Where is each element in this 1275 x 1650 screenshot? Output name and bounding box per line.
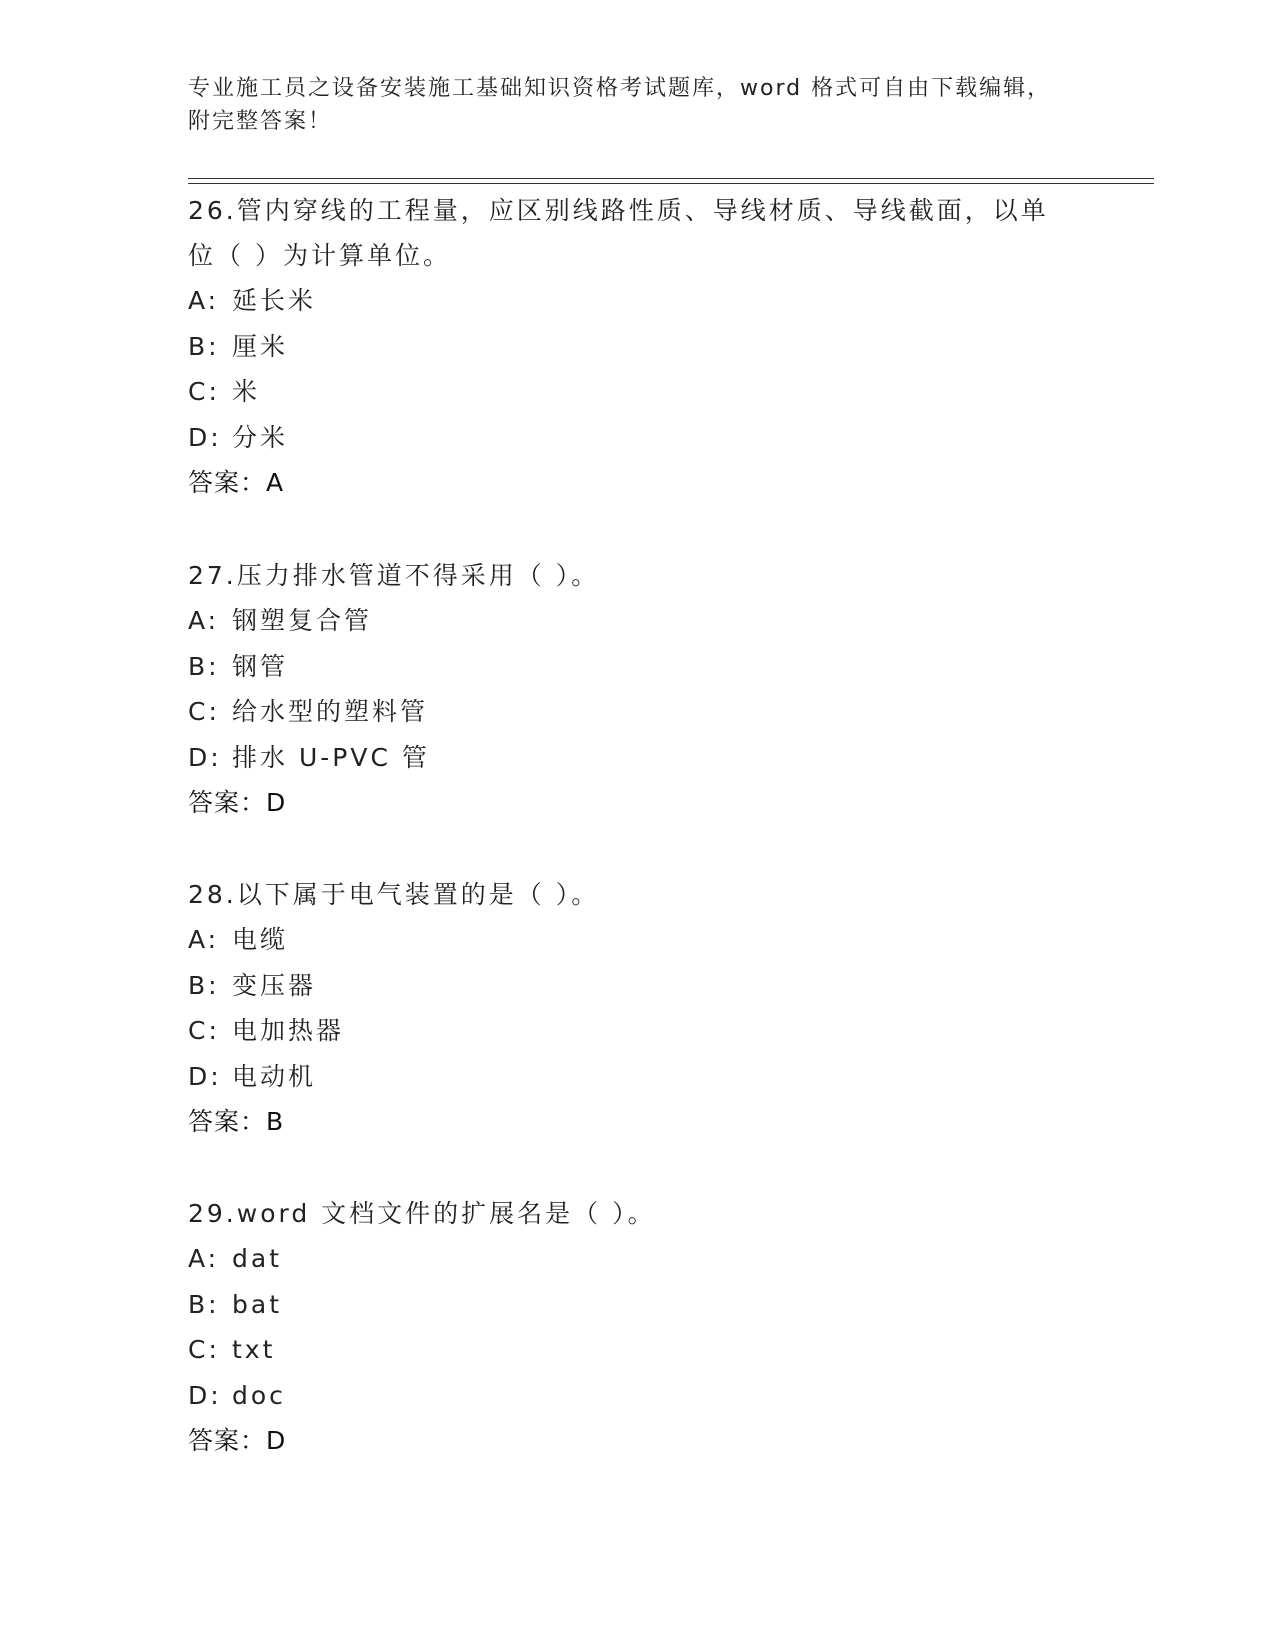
question-28 <box>188 872 1088 1144</box>
option-label: C: <box>188 1016 220 1045</box>
option-text: txt <box>232 1335 276 1364</box>
option-label: B: <box>188 1289 220 1319</box>
option-b <box>188 644 1088 690</box>
option-text: 厘米 <box>232 331 289 361</box>
question-stem: 26.管内穿线的工程量，应区别线路性质、导线材质、导线截面，以单 <box>188 196 1049 225</box>
question-29 <box>188 1191 1088 1463</box>
option-text: doc <box>232 1380 286 1410</box>
header-line-1: 专业施工员之设备安装施工基础知识资格考试题库，word 格式可自由下载编辑， <box>188 76 1052 101</box>
option-label: D: <box>188 742 222 772</box>
option-text: 变压器 <box>232 970 317 1000</box>
option-text: 给水型的塑料管 <box>232 697 429 726</box>
option-label: C: <box>188 697 220 726</box>
option-label: B: <box>188 651 220 681</box>
option-c <box>188 1327 1088 1373</box>
header-divider-bottom <box>188 183 1154 184</box>
answer-value: A <box>266 468 285 497</box>
header-line-2: 附完整答案！ <box>188 109 333 134</box>
question-stem: 27.压力排水管道不得采用（ ）。 <box>188 561 600 590</box>
option-label: D: <box>188 1380 222 1410</box>
option-label: D: <box>188 422 222 452</box>
option-text: dat <box>232 1244 282 1273</box>
option-text: 分米 <box>232 422 289 452</box>
answer-value: D <box>266 1426 287 1455</box>
option-label: B: <box>188 331 220 361</box>
question-27 <box>188 553 1088 825</box>
question-stem: 29.word 文档文件的扩展名是（ ）。 <box>188 1199 656 1228</box>
option-text: 延长米 <box>232 286 317 315</box>
option-label: C: <box>188 1335 220 1364</box>
option-d <box>188 1373 1088 1419</box>
option-label: A: <box>188 925 220 954</box>
option-a <box>188 598 1088 644</box>
option-label: A: <box>188 1244 220 1273</box>
answer-label: 答案： <box>188 1107 267 1136</box>
option-text: 电缆 <box>232 925 289 954</box>
answer-line <box>188 780 1088 825</box>
option-b <box>188 324 1088 370</box>
answer-label: 答案： <box>188 468 267 497</box>
answer-label: 答案： <box>188 1426 267 1455</box>
option-d <box>188 415 1088 461</box>
option-d <box>188 735 1088 781</box>
option-text: 米 <box>232 377 261 406</box>
option-b <box>188 963 1088 1009</box>
option-a <box>188 917 1088 963</box>
question-26 <box>188 188 1088 505</box>
option-c <box>188 369 1088 415</box>
option-label: C: <box>188 377 220 406</box>
option-label: A: <box>188 286 220 315</box>
answer-value: D <box>266 788 287 817</box>
option-text: 电加热器 <box>232 1016 345 1045</box>
answer-line <box>188 1099 1088 1144</box>
option-text: 电动机 <box>232 1061 317 1091</box>
answer-line <box>188 460 1088 505</box>
option-a <box>188 278 1088 324</box>
answer-value: B <box>266 1107 285 1136</box>
answer-label: 答案： <box>188 788 267 817</box>
option-a <box>188 1236 1088 1282</box>
question-stem-continued: 位（ ）为计算单位。 <box>188 241 451 270</box>
header-divider-top <box>188 178 1154 179</box>
document-header <box>188 72 1068 138</box>
question-stem: 28.以下属于电气装置的是（ ）。 <box>188 880 600 909</box>
option-text: 钢塑复合管 <box>232 606 373 635</box>
option-c <box>188 1008 1088 1054</box>
option-label: B: <box>188 970 220 1000</box>
option-label: A: <box>188 606 220 635</box>
option-d <box>188 1054 1088 1100</box>
option-text: 钢管 <box>232 651 289 681</box>
answer-line <box>188 1418 1088 1463</box>
option-b <box>188 1282 1088 1328</box>
option-text: bat <box>232 1289 282 1319</box>
option-label: D: <box>188 1061 222 1091</box>
option-c <box>188 689 1088 735</box>
option-text: 排水 U-PVC 管 <box>232 742 430 772</box>
